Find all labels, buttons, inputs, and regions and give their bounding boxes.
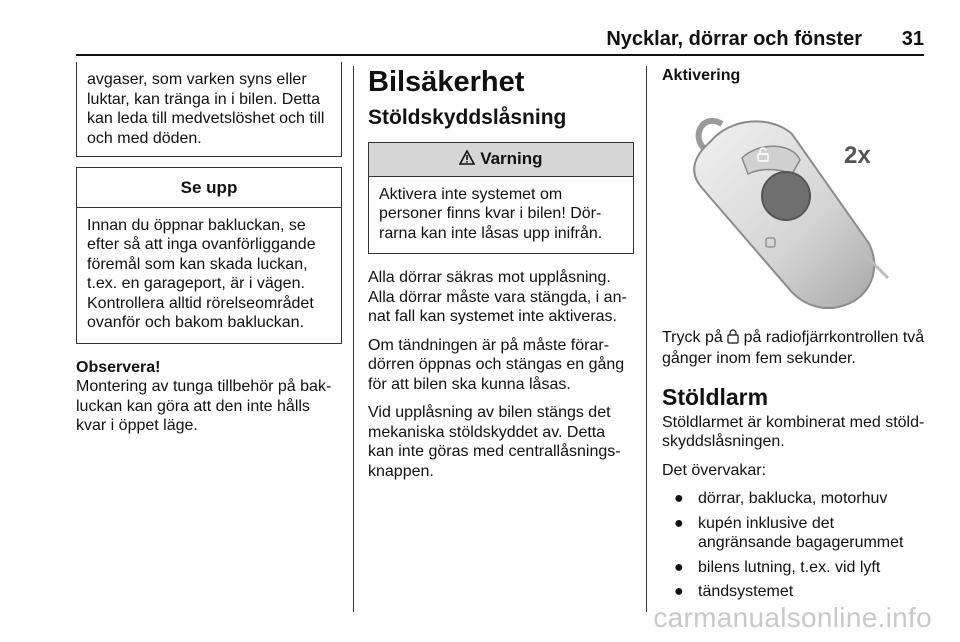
- column-divider-1: [353, 66, 354, 612]
- list-item-text: kupén inklusive det angränsande bagagerummet: [698, 514, 904, 551]
- list-item: [662, 489, 928, 509]
- alarm-intro: Stöldlarmet är kombinerat med stöldskyddslåsningen.: [662, 413, 925, 450]
- column-1: [76, 62, 342, 436]
- paragraph: Vid upplåsning av bilen stängs det mekaniska stöldskyddet av. Detta kan inte göras med centrallåsningsknappen.: [368, 404, 621, 480]
- warning-body: Aktivera inte systemet om personer finns kvar i bilen! Dörrarna kan inte låsas upp inifrån.: [379, 185, 603, 242]
- intro-text: avgaser, som varken syns eller luktar, kan tränga in i bilen. Detta kan leda till medvetslöshet och till och med döden.: [87, 71, 325, 147]
- car-key-remote-icon: [662, 102, 926, 312]
- note-title: Observera!: [76, 358, 161, 376]
- header-rule: [76, 54, 924, 56]
- watermark: carmanualsonline.info: [653, 602, 932, 633]
- warning-continuation-box: [76, 62, 342, 157]
- paragraph: Alla dörrar säkras mot upplåsning. Alla dörrar måste vara stängda, i annat fall kan systemet inte aktiveras.: [368, 269, 627, 325]
- activation-title: Aktivering: [662, 67, 741, 84]
- list-item-text: bilens lutning, t.ex. vid lyft: [698, 558, 881, 576]
- bullet-glyph: ●: [674, 514, 684, 532]
- warning-title: Varning: [480, 149, 543, 168]
- note-block: [76, 358, 342, 436]
- column-3: [662, 66, 928, 607]
- warning-triangle-icon: [459, 149, 480, 168]
- caution-box: [76, 167, 342, 344]
- list-item: [662, 514, 928, 553]
- instruction-text-end: på radiofjärrkontrollen två gånger inom fem sekunder.: [662, 328, 925, 367]
- press-twice-label: 2x: [844, 141, 871, 169]
- caution-title: Se upp: [77, 168, 341, 208]
- bullet-glyph: ●: [674, 558, 684, 576]
- list-item-text: dörrar, baklucka, motorhuv: [698, 490, 888, 507]
- column-divider-2: [646, 66, 647, 612]
- page-number: 31: [901, 28, 924, 50]
- note-body: Montering av tunga tillbehör på bakluckan kan göra att den inte hålls kvar i öppet läge.: [76, 378, 332, 434]
- activation-instruction: [662, 328, 928, 369]
- bullet-glyph: ●: [674, 490, 684, 507]
- list-item: [662, 558, 928, 578]
- list-item-text: tändsystemet: [698, 583, 794, 600]
- key-figure: [662, 102, 926, 312]
- warning-header: [369, 143, 633, 177]
- lock-icon: [727, 329, 739, 350]
- caution-body: Innan du öppnar bakluckan, se efter så att inga ovanförliggande föremål som kan skada luckan, t.ex. en garageport, är i vägen. Kontrollera alltid rörelseområdet ovanför och bakom bakluckan.: [87, 216, 316, 331]
- monitor-list: [662, 489, 928, 602]
- column-2: [368, 66, 634, 490]
- alarm-heading: Stöldlarm: [662, 383, 769, 410]
- warning-box: [368, 142, 634, 254]
- monitors-label: Det övervakar:: [662, 461, 767, 479]
- section-heading: Bilsäkerhet: [368, 66, 525, 98]
- paragraph: Om tändningen är på måste förardörren öppnas och stängas en gång för att bilen ska kunna låsas.: [368, 336, 625, 393]
- bullet-glyph: ●: [674, 583, 684, 600]
- body-paragraphs: [368, 268, 634, 481]
- list-item: [662, 582, 928, 602]
- instruction-text-start: Tryck på: [662, 328, 723, 346]
- running-header-title: Nycklar, dörrar och fönster: [606, 28, 862, 50]
- subsection-heading: Stöldskyddslåsning: [368, 106, 567, 129]
